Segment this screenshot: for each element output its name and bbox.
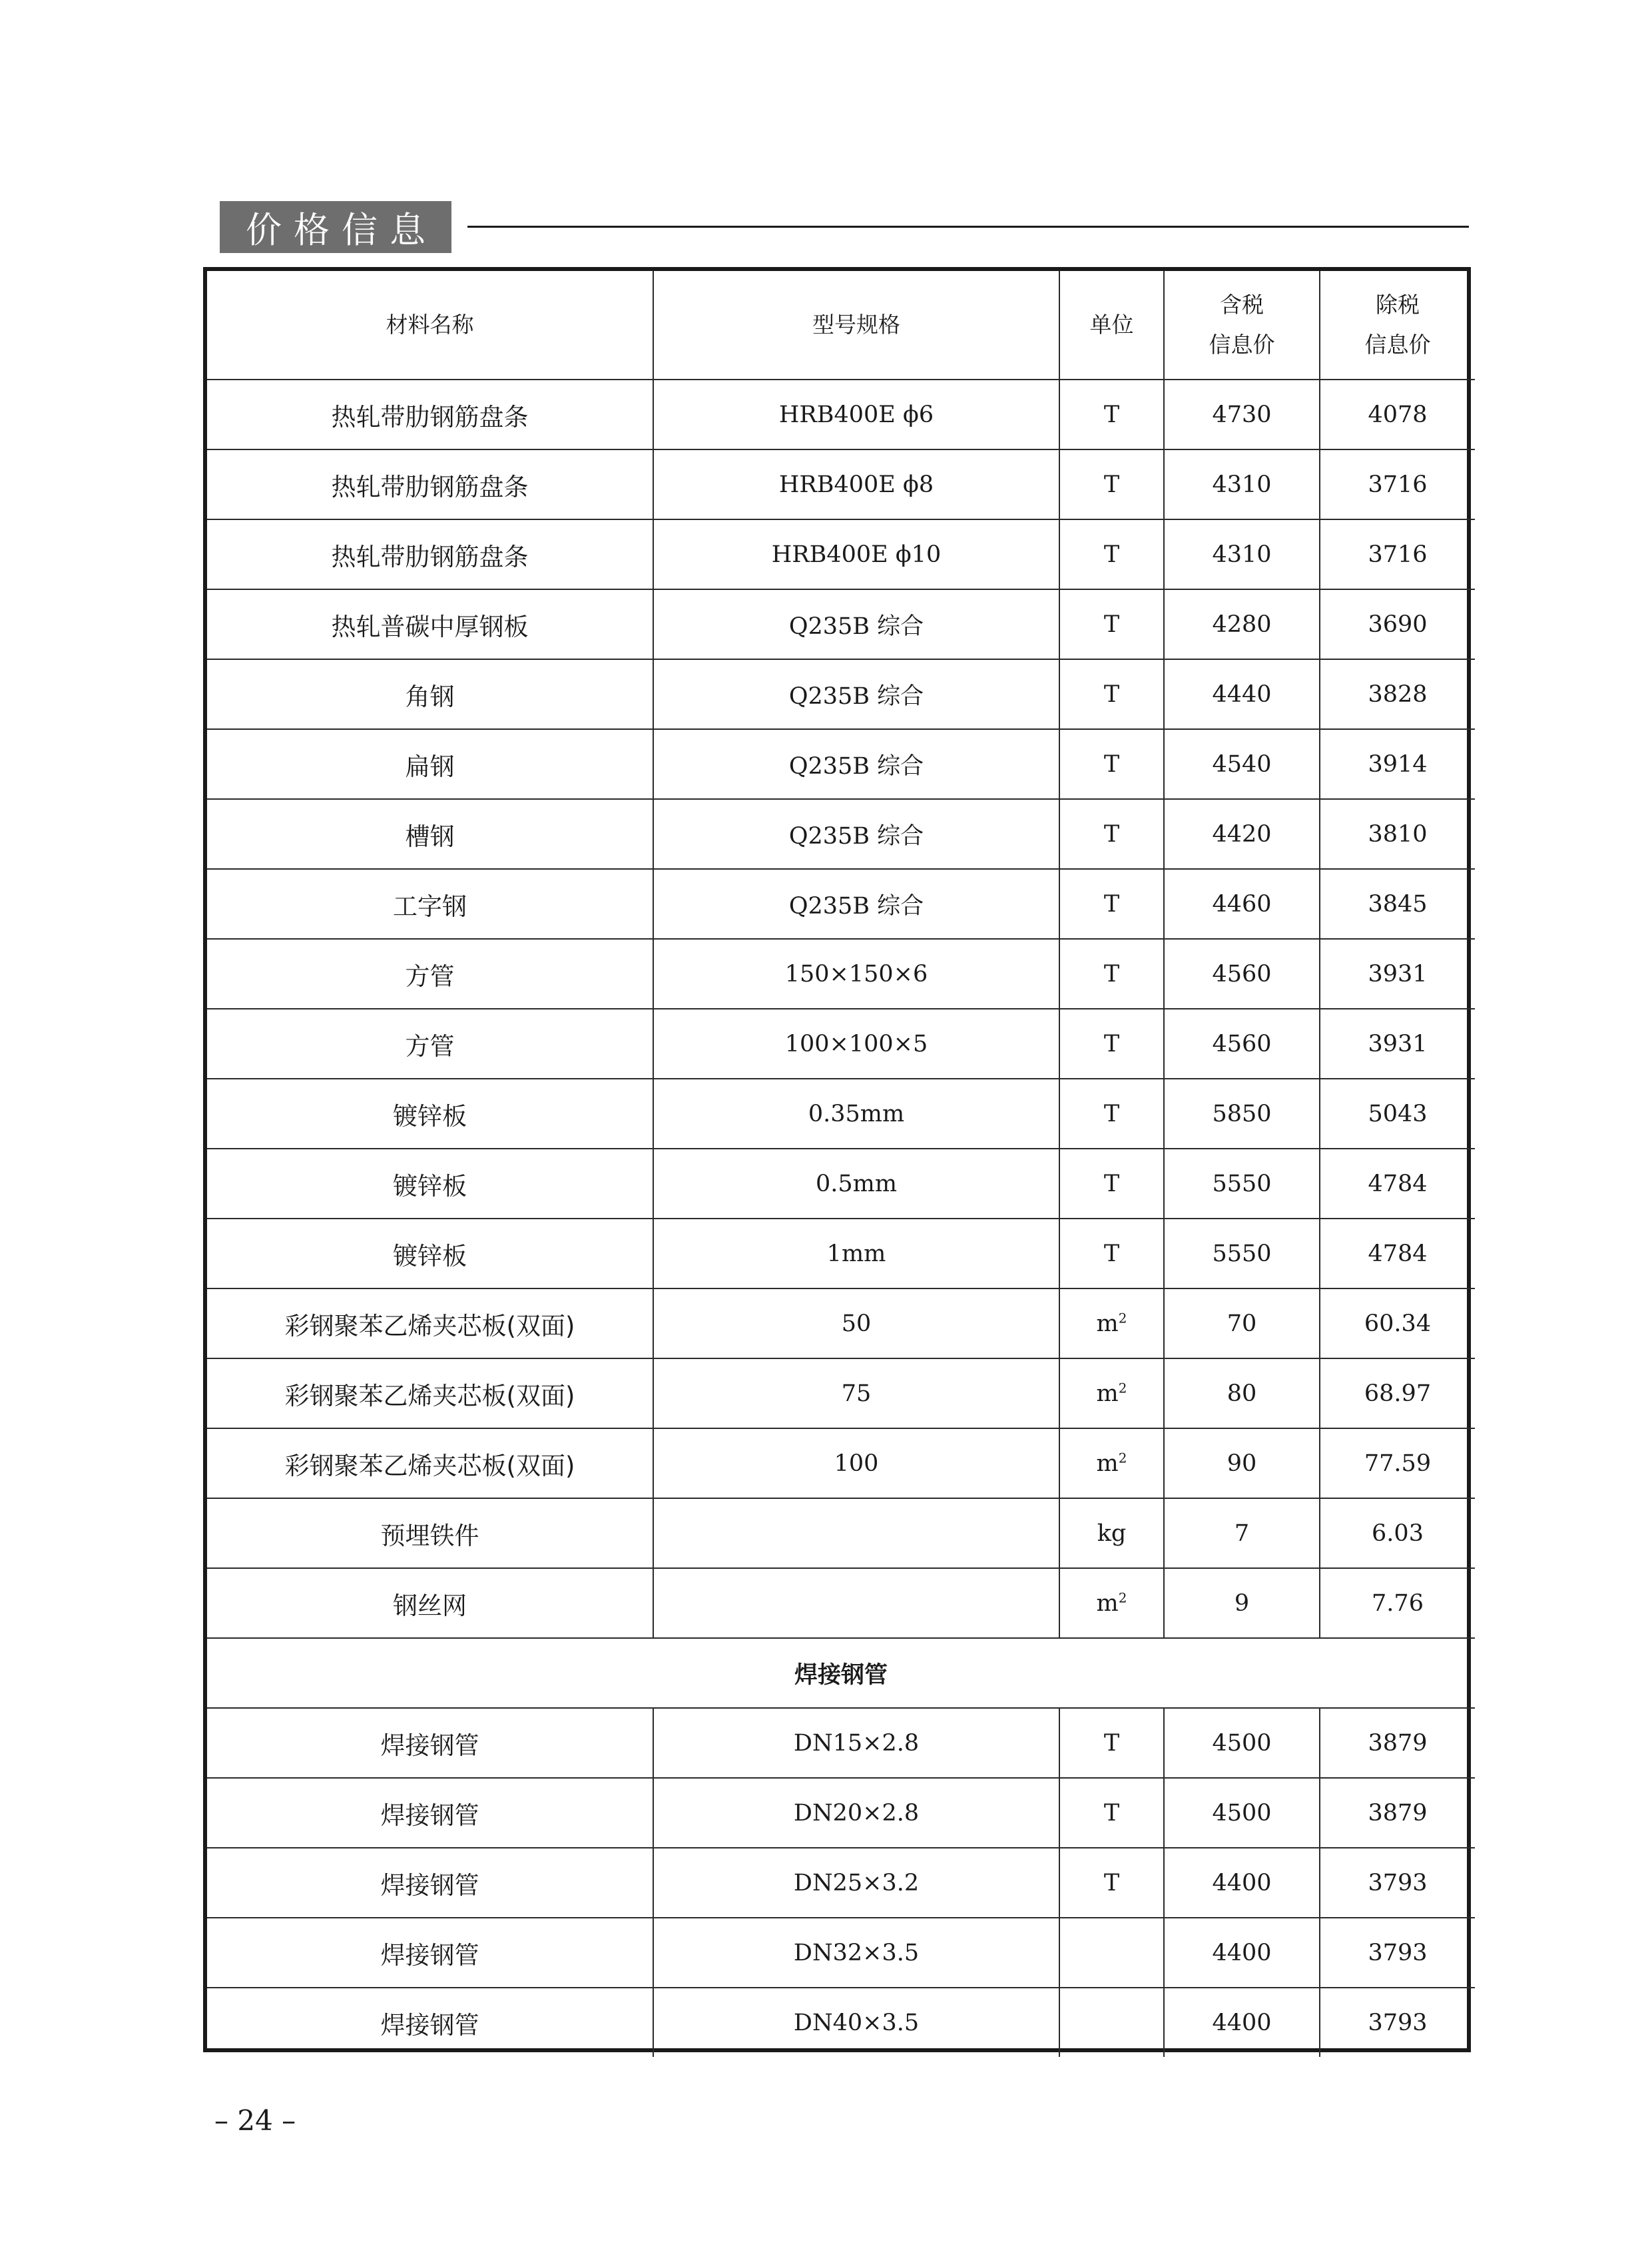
unit-cell <box>1059 1988 1164 2057</box>
material-name-cell: 热轧带肋钢筋盘条 <box>207 449 653 519</box>
material-name-cell: 扁钢 <box>207 729 653 799</box>
unit-base: m <box>1096 1310 1119 1337</box>
tax-incl-price-cell: 4500 <box>1164 1708 1320 1778</box>
spec-cell: Q235B 综合 <box>653 659 1059 729</box>
tax-excl-price-cell: 60.34 <box>1320 1288 1475 1358</box>
unit-cell: T <box>1059 659 1164 729</box>
tax-excl-price-cell: 3931 <box>1320 1009 1475 1079</box>
table-row <box>207 519 1475 589</box>
table-row <box>207 380 1475 449</box>
col-header-tax-incl-line1: 含税 <box>1220 292 1264 318</box>
tax-excl-price-cell: 77.59 <box>1320 1428 1475 1498</box>
page-number: – 24 – <box>214 2104 296 2137</box>
tax-excl-price-cell: 4784 <box>1320 1219 1475 1288</box>
unit-exponent: 2 <box>1118 1309 1127 1326</box>
table-row <box>207 1079 1475 1149</box>
spec-cell: DN15×2.8 <box>653 1708 1059 1778</box>
unit-cell <box>1059 1918 1164 1988</box>
price-table <box>207 271 1475 2057</box>
material-name-cell: 焊接钢管 <box>207 1918 653 1988</box>
tax-excl-price-cell: 3810 <box>1320 799 1475 869</box>
unit-cell: T <box>1059 939 1164 1009</box>
tax-incl-price-cell: 4730 <box>1164 380 1320 449</box>
unit-cell: T <box>1059 1848 1164 1918</box>
tax-incl-price-cell: 90 <box>1164 1428 1320 1498</box>
unit-exponent: 2 <box>1118 1379 1127 1396</box>
spec-cell: 100 <box>653 1428 1059 1498</box>
tax-excl-price-cell: 3793 <box>1320 1848 1475 1918</box>
spec-cell: 1mm <box>653 1219 1059 1288</box>
tax-excl-price-cell: 3845 <box>1320 869 1475 939</box>
col-header-tax-excl <box>1320 271 1475 380</box>
tax-excl-price-cell: 3793 <box>1320 1918 1475 1988</box>
tax-excl-price-cell: 6.03 <box>1320 1498 1475 1568</box>
spec-cell: HRB400E ϕ10 <box>653 519 1059 589</box>
spec-cell: Q235B 综合 <box>653 799 1059 869</box>
tax-excl-price-cell: 3828 <box>1320 659 1475 729</box>
table-row <box>207 1219 1475 1288</box>
tax-incl-price-cell: 4460 <box>1164 869 1320 939</box>
material-name-cell: 彩钢聚苯乙烯夹芯板(双面) <box>207 1288 653 1358</box>
table-row <box>207 1568 1475 1638</box>
tax-incl-price-cell: 4310 <box>1164 519 1320 589</box>
col-header-name: 材料名称 <box>207 271 653 380</box>
spec-cell: DN40×3.5 <box>653 1988 1059 2057</box>
unit-cell: T <box>1059 519 1164 589</box>
tax-excl-price-cell: 5043 <box>1320 1079 1475 1149</box>
material-name-cell: 角钢 <box>207 659 653 729</box>
material-name-cell: 热轧带肋钢筋盘条 <box>207 380 653 449</box>
tax-incl-price-cell: 4500 <box>1164 1778 1320 1848</box>
unit-cell: T <box>1059 1079 1164 1149</box>
material-name-cell: 焊接钢管 <box>207 1848 653 1918</box>
col-header-tax-excl-line2: 信息价 <box>1364 332 1431 358</box>
material-name-cell: 彩钢聚苯乙烯夹芯板(双面) <box>207 1428 653 1498</box>
material-name-cell: 预埋铁件 <box>207 1498 653 1568</box>
table-body <box>207 380 1475 2057</box>
spec-cell: 100×100×5 <box>653 1009 1059 1079</box>
material-name-cell: 焊接钢管 <box>207 1988 653 2057</box>
table-row <box>207 1358 1475 1428</box>
table-row <box>207 1708 1475 1778</box>
header-rule <box>467 226 1469 228</box>
unit-cell: T <box>1059 729 1164 799</box>
col-header-unit: 单位 <box>1059 271 1164 380</box>
spec-cell: Q235B 综合 <box>653 869 1059 939</box>
spec-cell: 0.35mm <box>653 1079 1059 1149</box>
unit-cell: T <box>1059 1009 1164 1079</box>
unit-cell: T <box>1059 449 1164 519</box>
table-row <box>207 1988 1475 2057</box>
tax-incl-price-cell: 4440 <box>1164 659 1320 729</box>
unit-base: m <box>1096 1589 1119 1617</box>
material-name-cell: 彩钢聚苯乙烯夹芯板(双面) <box>207 1358 653 1428</box>
table-row <box>207 1288 1475 1358</box>
material-name-cell: 镀锌板 <box>207 1149 653 1219</box>
unit-cell: T <box>1059 869 1164 939</box>
unit-cell <box>1059 1358 1164 1428</box>
spec-cell <box>653 1498 1059 1568</box>
table-row <box>207 1149 1475 1219</box>
spec-cell <box>653 1568 1059 1638</box>
tax-excl-price-cell: 3879 <box>1320 1778 1475 1848</box>
col-header-spec: 型号规格 <box>653 271 1059 380</box>
spec-cell: DN32×3.5 <box>653 1918 1059 1988</box>
tax-incl-price-cell: 4400 <box>1164 1918 1320 1988</box>
tax-excl-price-cell: 3914 <box>1320 729 1475 799</box>
tax-excl-price-cell: 3931 <box>1320 939 1475 1009</box>
table-row <box>207 659 1475 729</box>
tax-incl-price-cell: 5550 <box>1164 1149 1320 1219</box>
table-row <box>207 1778 1475 1848</box>
table-row <box>207 1848 1475 1918</box>
tax-excl-price-cell: 68.97 <box>1320 1358 1475 1428</box>
tax-excl-price-cell: 3716 <box>1320 519 1475 589</box>
spec-cell: Q235B 综合 <box>653 589 1059 659</box>
tax-excl-price-cell: 7.76 <box>1320 1568 1475 1638</box>
spec-cell: 75 <box>653 1358 1059 1428</box>
material-name-cell: 槽钢 <box>207 799 653 869</box>
tax-excl-price-cell: 3793 <box>1320 1988 1475 2057</box>
section-row <box>207 1638 1475 1708</box>
tax-excl-price-cell: 4078 <box>1320 380 1475 449</box>
unit-cell: T <box>1059 1149 1164 1219</box>
material-name-cell: 方管 <box>207 1009 653 1079</box>
unit-exponent: 2 <box>1118 1449 1127 1466</box>
table-row <box>207 1428 1475 1498</box>
spec-cell: HRB400E ϕ8 <box>653 449 1059 519</box>
col-header-tax-incl <box>1164 271 1320 380</box>
unit-cell <box>1059 1568 1164 1638</box>
material-name-cell: 热轧带肋钢筋盘条 <box>207 519 653 589</box>
col-header-tax-incl-line2: 信息价 <box>1209 332 1275 358</box>
spec-cell: 150×150×6 <box>653 939 1059 1009</box>
material-name-cell: 工字钢 <box>207 869 653 939</box>
table-row <box>207 589 1475 659</box>
spec-cell: Q235B 综合 <box>653 729 1059 799</box>
tax-excl-price-cell: 3690 <box>1320 589 1475 659</box>
tax-incl-price-cell: 5850 <box>1164 1079 1320 1149</box>
unit-cell: T <box>1059 1778 1164 1848</box>
unit-cell <box>1059 1428 1164 1498</box>
section-title: 价格信息 <box>220 201 451 253</box>
table-row <box>207 1498 1475 1568</box>
material-name-cell: 焊接钢管 <box>207 1708 653 1778</box>
unit-base: m <box>1096 1380 1119 1407</box>
header-row <box>207 271 1475 380</box>
unit-base: m <box>1096 1450 1119 1477</box>
table-header <box>207 271 1475 380</box>
tax-incl-price-cell: 4560 <box>1164 1009 1320 1079</box>
unit-cell: T <box>1059 380 1164 449</box>
material-name-cell: 焊接钢管 <box>207 1778 653 1848</box>
unit-cell: kg <box>1059 1498 1164 1568</box>
unit-cell: T <box>1059 589 1164 659</box>
unit-cell: T <box>1059 1708 1164 1778</box>
unit-cell: T <box>1059 799 1164 869</box>
spec-cell: HRB400E ϕ6 <box>653 380 1059 449</box>
col-header-tax-excl-line1: 除税 <box>1376 292 1420 318</box>
table-row <box>207 939 1475 1009</box>
material-name-cell: 方管 <box>207 939 653 1009</box>
unit-cell <box>1059 1288 1164 1358</box>
table-row <box>207 869 1475 939</box>
tax-excl-price-cell: 4784 <box>1320 1149 1475 1219</box>
material-name-cell: 热轧普碳中厚钢板 <box>207 589 653 659</box>
tax-incl-price-cell: 4560 <box>1164 939 1320 1009</box>
tax-incl-price-cell: 80 <box>1164 1358 1320 1428</box>
tax-excl-price-cell: 3879 <box>1320 1708 1475 1778</box>
spec-cell: 50 <box>653 1288 1059 1358</box>
tax-incl-price-cell: 4400 <box>1164 1848 1320 1918</box>
table-row <box>207 729 1475 799</box>
tax-incl-price-cell: 9 <box>1164 1568 1320 1638</box>
material-name-cell: 镀锌板 <box>207 1079 653 1149</box>
tax-incl-price-cell: 70 <box>1164 1288 1320 1358</box>
tax-incl-price-cell: 5550 <box>1164 1219 1320 1288</box>
section-heading-cell: 焊接钢管 <box>207 1638 1475 1708</box>
material-name-cell: 镀锌板 <box>207 1219 653 1288</box>
unit-cell: T <box>1059 1219 1164 1288</box>
tax-incl-price-cell: 4310 <box>1164 449 1320 519</box>
table-row <box>207 799 1475 869</box>
table-row <box>207 449 1475 519</box>
spec-cell: DN25×3.2 <box>653 1848 1059 1918</box>
tax-incl-price-cell: 7 <box>1164 1498 1320 1568</box>
spec-cell: 0.5mm <box>653 1149 1059 1219</box>
tax-incl-price-cell: 4400 <box>1164 1988 1320 2057</box>
tax-incl-price-cell: 4540 <box>1164 729 1320 799</box>
tax-incl-price-cell: 4420 <box>1164 799 1320 869</box>
table-row <box>207 1918 1475 1988</box>
material-name-cell: 钢丝网 <box>207 1568 653 1638</box>
unit-exponent: 2 <box>1118 1589 1127 1605</box>
spec-cell: DN20×2.8 <box>653 1778 1059 1848</box>
table-row <box>207 1009 1475 1079</box>
price-table-frame <box>203 267 1471 2052</box>
tax-excl-price-cell: 3716 <box>1320 449 1475 519</box>
tax-incl-price-cell: 4280 <box>1164 589 1320 659</box>
